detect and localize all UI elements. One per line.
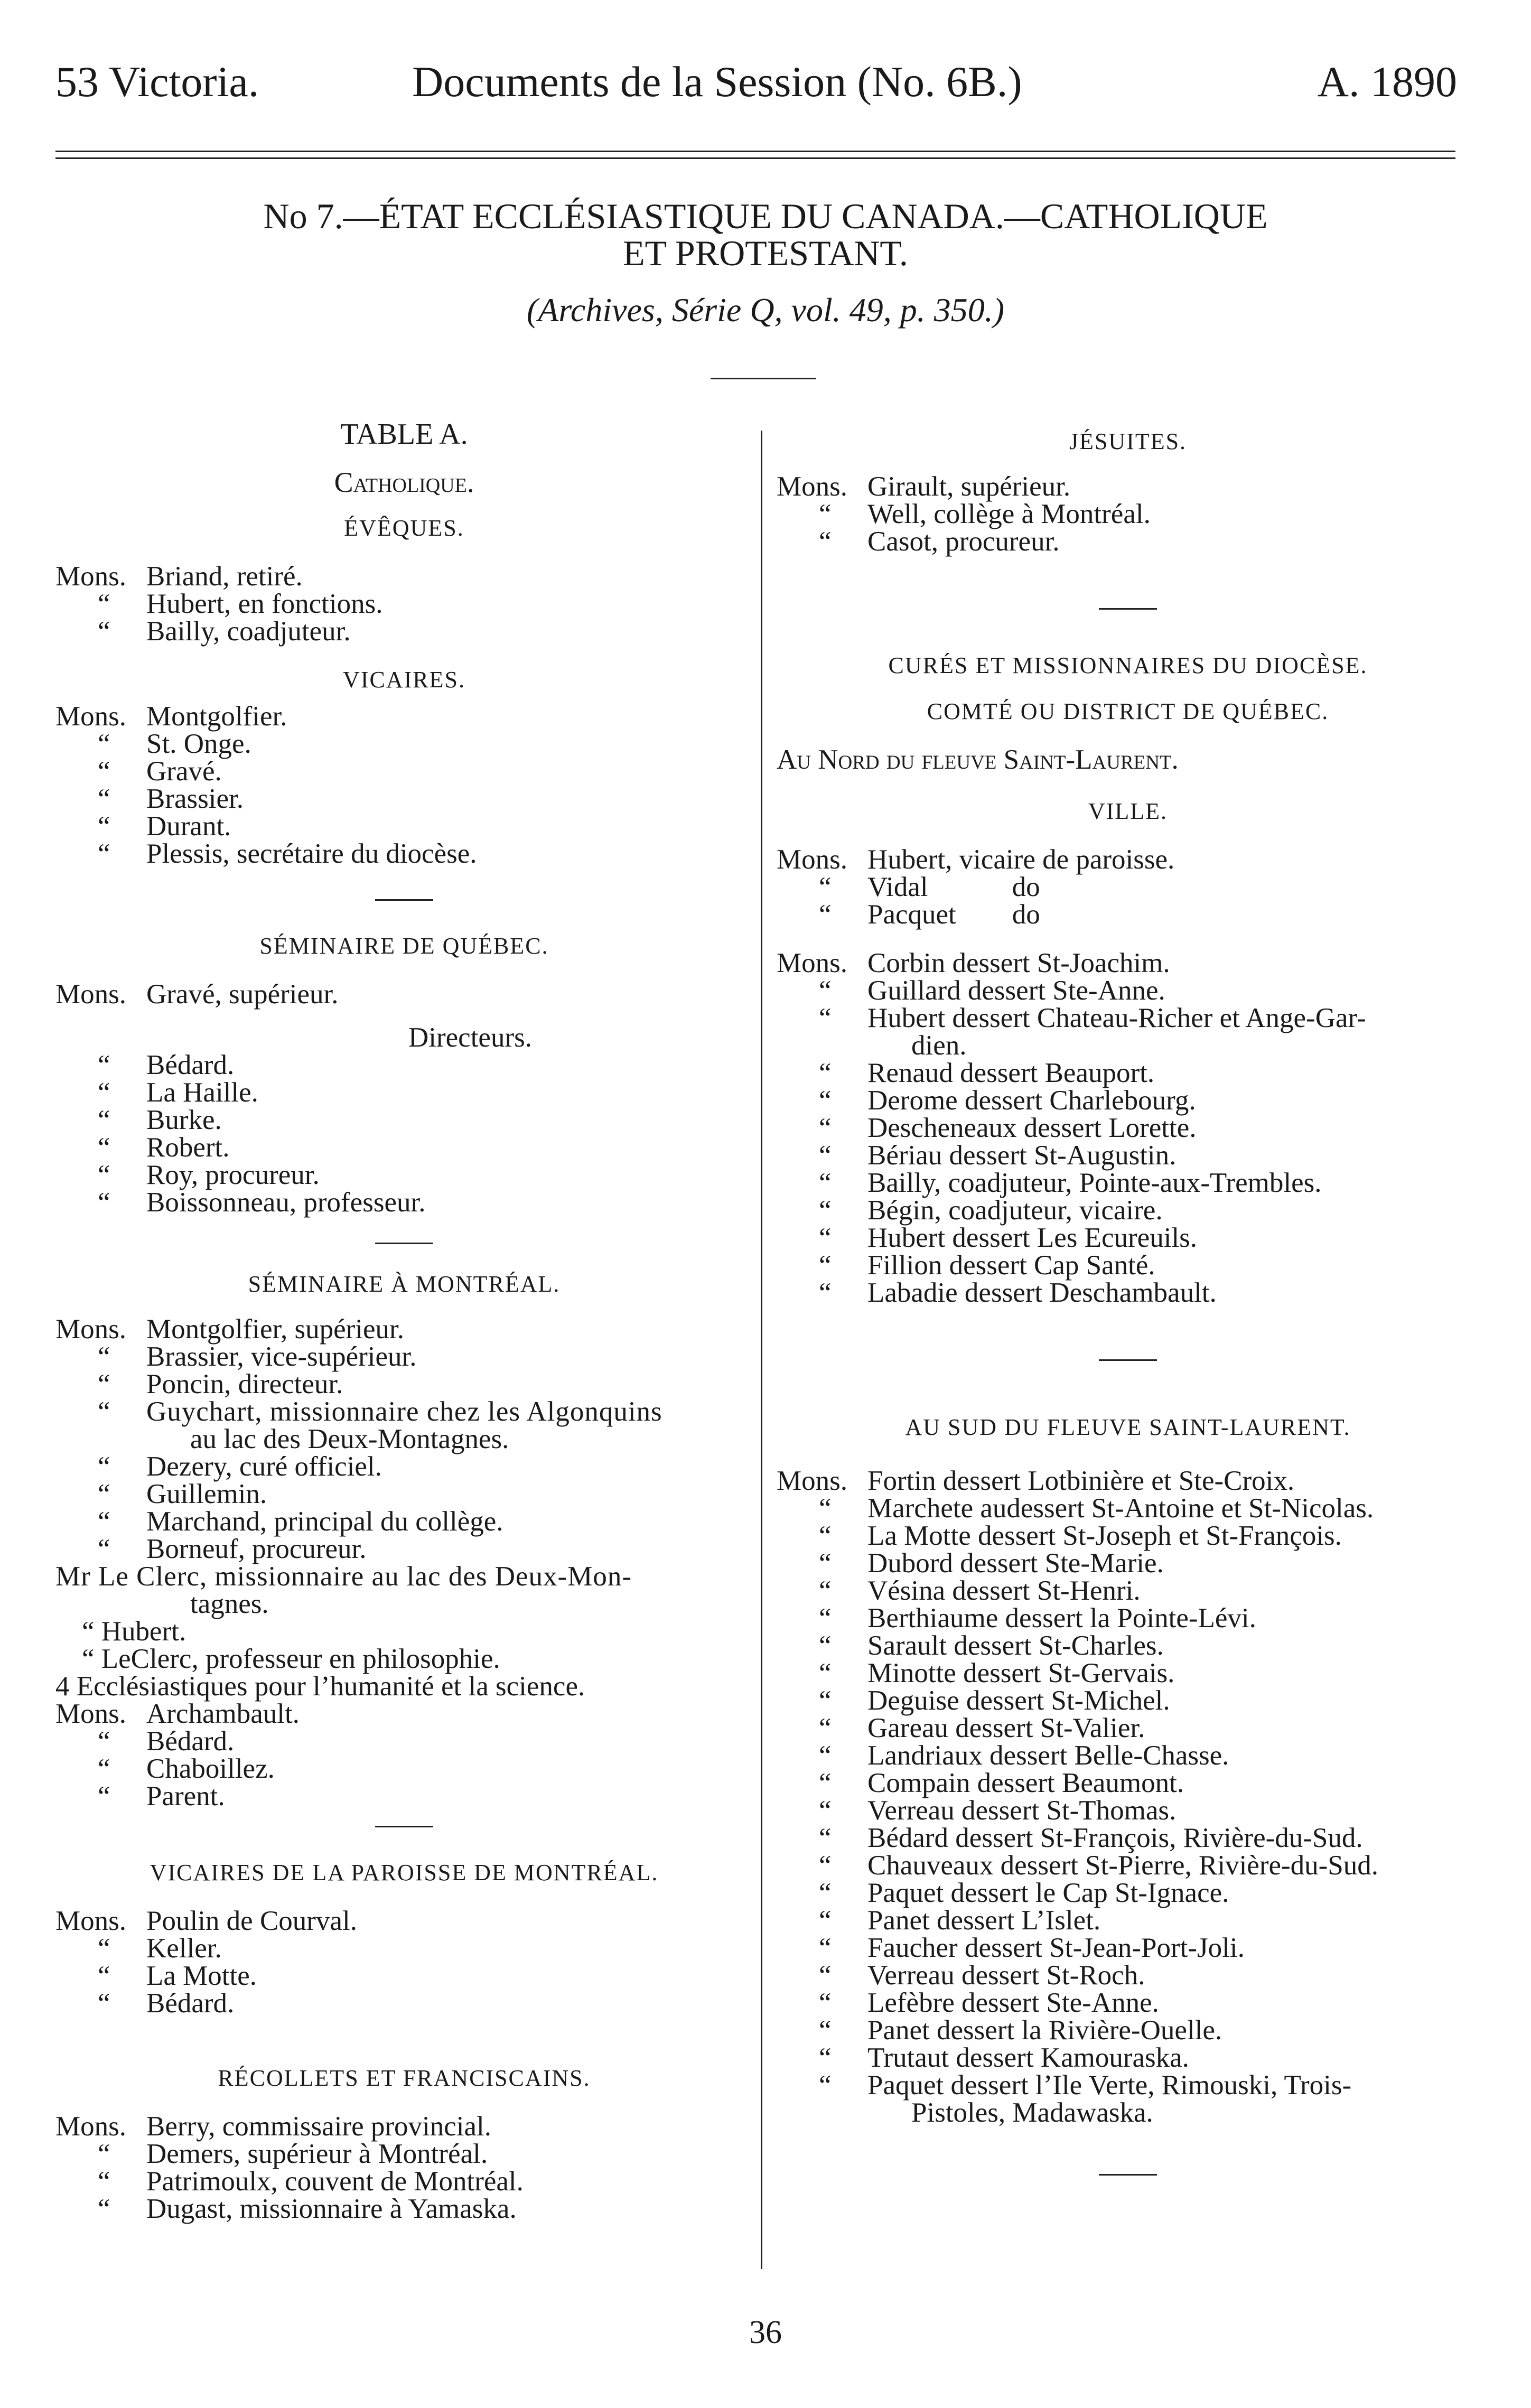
list-item: “ Renaud dessert Beauport. <box>819 1058 1155 1088</box>
list-item: “ La Motte dessert St-Joseph et St-François. <box>819 1520 1342 1551</box>
header-rule-bottom <box>55 157 1455 159</box>
list-item: Mons. Poulin de Courval. <box>55 1906 357 1936</box>
seminaire-montreal-list <box>55 1315 753 1810</box>
list-item: “ Parent. <box>98 1781 225 1812</box>
list-item: “ Compain dessert Beaumont. <box>819 1768 1184 1798</box>
catholique-heading: Catholique. <box>334 466 474 498</box>
list-item: “ Guychart, missionnaire chez les Algonquins <box>98 1396 662 1427</box>
list-item: “ Dubord dessert Ste-Marie. <box>819 1548 1164 1579</box>
seminaire-quebec-heading: SÉMINAIRE DE QUÉBEC. <box>259 933 549 959</box>
list-item-continuation: tagnes. <box>190 1589 269 1619</box>
au-nord-subheading: Au Nord du fleuve Saint-Laurent. <box>777 744 1179 775</box>
eveques-list <box>55 563 753 645</box>
list-item: “ Berthiaume dessert la Pointe-Lévi. <box>819 1603 1256 1634</box>
list-item: Mons. Briand, retiré. <box>55 561 303 592</box>
list-item: “ Guillemin. <box>98 1479 267 1509</box>
header-year: A. 1890 <box>1317 58 1457 106</box>
list-item: “ Hubert, en fonctions. <box>98 589 383 619</box>
list-item: “ Faucher dessert St-Jean-Port-Joli. <box>819 1933 1245 1963</box>
list-item: “ Minotte dessert St-Gervais. <box>819 1658 1175 1688</box>
list-item: “ Pacquet do <box>819 899 1040 930</box>
list-item: “ Keller. <box>98 1933 222 1964</box>
directeurs-subheading: Directeurs. <box>408 1022 532 1053</box>
section-separator <box>375 899 433 901</box>
list-item: “ Vésina dessert St-Henri. <box>819 1575 1141 1606</box>
list-item: “ Plessis, secrétaire du diocèse. <box>98 838 477 869</box>
ville-list <box>777 846 1479 928</box>
jesuites-list <box>777 473 1479 555</box>
list-item: “ Gravé. <box>98 756 222 787</box>
list-item: “ Casot, procureur. <box>819 526 1060 557</box>
list-item: “ Landriaux dessert Belle-Chasse. <box>819 1740 1229 1771</box>
nord-cures-list <box>777 949 1479 1306</box>
list-item: “ Patrimoulx, couvent de Montréal. <box>98 2166 524 2197</box>
list-item: 4 Ecclésiastiques pour l’humanité et la science. <box>55 1671 585 1702</box>
list-item-continuation: au lac des Deux-Montagnes. <box>190 1424 509 1454</box>
ville-heading: VILLE. <box>1088 798 1168 824</box>
list-item: “ Sarault dessert St-Charles. <box>819 1630 1164 1661</box>
jesuites-heading: JÉSUITES. <box>1069 428 1187 454</box>
list-item: Mons. Archambault. <box>55 1698 300 1729</box>
list-item: Mons. Montgolfier, supérieur. <box>55 1314 405 1345</box>
list-item: “ Paquet dessert le Cap St-Ignace. <box>819 1878 1229 1908</box>
list-item: “ Borneuf, procureur. <box>98 1534 367 1564</box>
list-item: “ Deguise dessert St-Michel. <box>819 1685 1170 1716</box>
list-item: “ Panet dessert L’Islet. <box>819 1905 1101 1936</box>
list-item: “ Dezery, curé officiel. <box>98 1451 382 1482</box>
list-item: “ St. Onge. <box>98 729 251 759</box>
list-item: Mons. Gravé, supérieur. <box>55 979 339 1010</box>
list-item: Mons. Girault, supérieur. <box>777 471 1071 502</box>
list-item: “ Robert. <box>98 1132 230 1163</box>
list-item: “ Dugast, missionnaire à Yamaska. <box>98 2194 517 2224</box>
list-item: “ LeClerc, professeur en philosophie. <box>82 1644 500 1674</box>
list-item: “ Bédard dessert St-François, Rivière-du-Sud. <box>819 1823 1363 1853</box>
section-separator <box>1099 608 1157 610</box>
section-separator <box>1099 2174 1157 2176</box>
document-title-line2: ET PROTESTANT. <box>623 233 908 273</box>
seminaire-quebec-list <box>55 981 753 1216</box>
list-item: “ Hubert. <box>82 1616 186 1647</box>
list-item: Mons. Berry, commissaire provincial. <box>55 2111 491 2142</box>
list-item: “ Derome dessert Charlebourg. <box>819 1085 1196 1116</box>
list-item: “ Chaboillez. <box>98 1753 275 1784</box>
list-item: “ Guillard dessert Ste-Anne. <box>819 975 1165 1006</box>
list-item: “ Gareau dessert St-Valier. <box>819 1713 1145 1743</box>
header-session-year: 53 Victoria. <box>55 58 259 106</box>
recollets-list <box>55 2113 753 2223</box>
list-item-continuation: Pistoles, Madawaska. <box>911 2097 1153 2128</box>
list-item: “ Hubert dessert Les Ecureuils. <box>819 1222 1198 1253</box>
list-item-continuation: dien. <box>911 1030 967 1061</box>
column-divider <box>761 431 762 2269</box>
list-item: “ Verreau dessert St-Thomas. <box>819 1795 1177 1826</box>
list-item: “ Panet dessert la Rivière-Ouelle. <box>819 2015 1222 2046</box>
list-item: “ Bériau dessert St-Augustin. <box>819 1140 1177 1171</box>
list-item: Mons. Montgolfier. <box>55 701 287 732</box>
list-item: “ Well, collège à Montréal. <box>819 499 1151 529</box>
list-item: “ Paquet dessert l’Ile Verte, Rimouski, Trois- <box>819 2070 1352 2101</box>
header-rule-top <box>55 151 1455 152</box>
list-item: Mons. Hubert, vicaire de paroisse. <box>777 844 1175 875</box>
list-item: “ Bédard. <box>98 1726 235 1757</box>
list-item: “ Brassier. <box>98 783 244 814</box>
list-item: “ Durant. <box>98 811 231 842</box>
list-item: “ Roy, procureur. <box>98 1160 320 1190</box>
list-item: “ Bailly, coadjuteur. <box>98 616 351 647</box>
list-item: “ Brassier, vice-supérieur. <box>98 1341 417 1372</box>
list-item: “ Chauveaux dessert St-Pierre, Rivière-du-Sud. <box>819 1850 1379 1881</box>
vicaires-paroisse-list <box>55 1907 753 2017</box>
vicaires-heading: VICAIRES. <box>343 667 465 693</box>
vicaires-paroisse-heading: VICAIRES DE LA PAROISSE DE MONTRÉAL. <box>150 1860 659 1886</box>
list-item: “ Descheneaux dessert Lorette. <box>819 1113 1197 1143</box>
list-item: “ Bédard. <box>98 1050 235 1080</box>
right-column <box>777 402 1479 2176</box>
section-separator <box>375 1243 433 1244</box>
list-item: “ Poncin, directeur. <box>98 1369 343 1399</box>
document-source: (Archives, Série Q, vol. 49, p. 350.) <box>526 291 1005 329</box>
list-item: “ Marchand, principal du collège. <box>98 1506 503 1537</box>
cures-heading: CURÉS ET MISSIONNAIRES DU DIOCÈSE. <box>888 652 1368 678</box>
left-column <box>55 402 753 2223</box>
list-item: Mons. Fortin dessert Lotbinière et Ste-Croix. <box>777 1466 1295 1496</box>
eveques-heading: ÉVÊQUES. <box>344 515 464 541</box>
header-document-title: Documents de la Session (No. 6B.) <box>412 58 1022 106</box>
list-item: “ Bégin, coadjuteur, vicaire. <box>819 1195 1163 1226</box>
list-item: “ Fillion dessert Cap Santé. <box>819 1250 1155 1281</box>
list-item: “ Bailly, coadjuteur, Pointe-aux-Trembles. <box>819 1168 1322 1198</box>
section-separator <box>375 1826 433 1827</box>
list-item: “ Labadie dessert Deschambault. <box>819 1277 1217 1308</box>
title-separator <box>711 378 816 379</box>
list-item: “ Trutaut dessert Kamouraska. <box>819 2042 1189 2073</box>
list-item: Mons. Corbin dessert St-Joachim. <box>777 948 1170 978</box>
sud-cures-list <box>777 1467 1479 2126</box>
list-item: “ Demers, supérieur à Montréal. <box>98 2139 488 2169</box>
list-item: “ Bédard. <box>98 1988 235 2019</box>
page-number: 36 <box>749 2314 782 2350</box>
seminaire-montreal-heading: SÉMINAIRE À MONTRÉAL. <box>248 1271 561 1297</box>
list-item: “ La Haille. <box>98 1077 258 1108</box>
sud-heading: AU SUD DU FLEUVE SAINT-LAURENT. <box>905 1414 1351 1440</box>
list-item: “ Lefèbre dessert Ste-Anne. <box>819 1987 1159 2018</box>
list-item: Mr Le Clerc, missionnaire au lac des Deux-Mon- <box>55 1561 632 1592</box>
list-item: “ Verreau dessert St-Roch. <box>819 1960 1145 1991</box>
list-item: “ Marchete audessert St-Antoine et St-Nicolas. <box>819 1493 1374 1524</box>
recollets-heading: RÉCOLLETS ET FRANCISCAINS. <box>218 2065 591 2091</box>
list-item: “ Vidal do <box>819 872 1040 902</box>
list-item: “ La Motte. <box>98 1961 257 1991</box>
vicaires-list <box>55 703 753 867</box>
table-title: TABLE A. <box>340 418 468 451</box>
comte-heading: COMTÉ OU DISTRICT DE QUÉBEC. <box>927 698 1329 724</box>
section-separator <box>1099 1359 1157 1361</box>
document-title-line1: No 7.—ÉTAT ECCLÉSIASTIQUE DU CANADA.—CATHOLIQUE <box>263 196 1268 236</box>
list-item: “ Boissonneau, professeur. <box>98 1187 426 1218</box>
list-item: “ Burke. <box>98 1105 222 1135</box>
list-item: “ Hubert dessert Chateau-Richer et Ange-Gar- <box>819 1003 1366 1033</box>
